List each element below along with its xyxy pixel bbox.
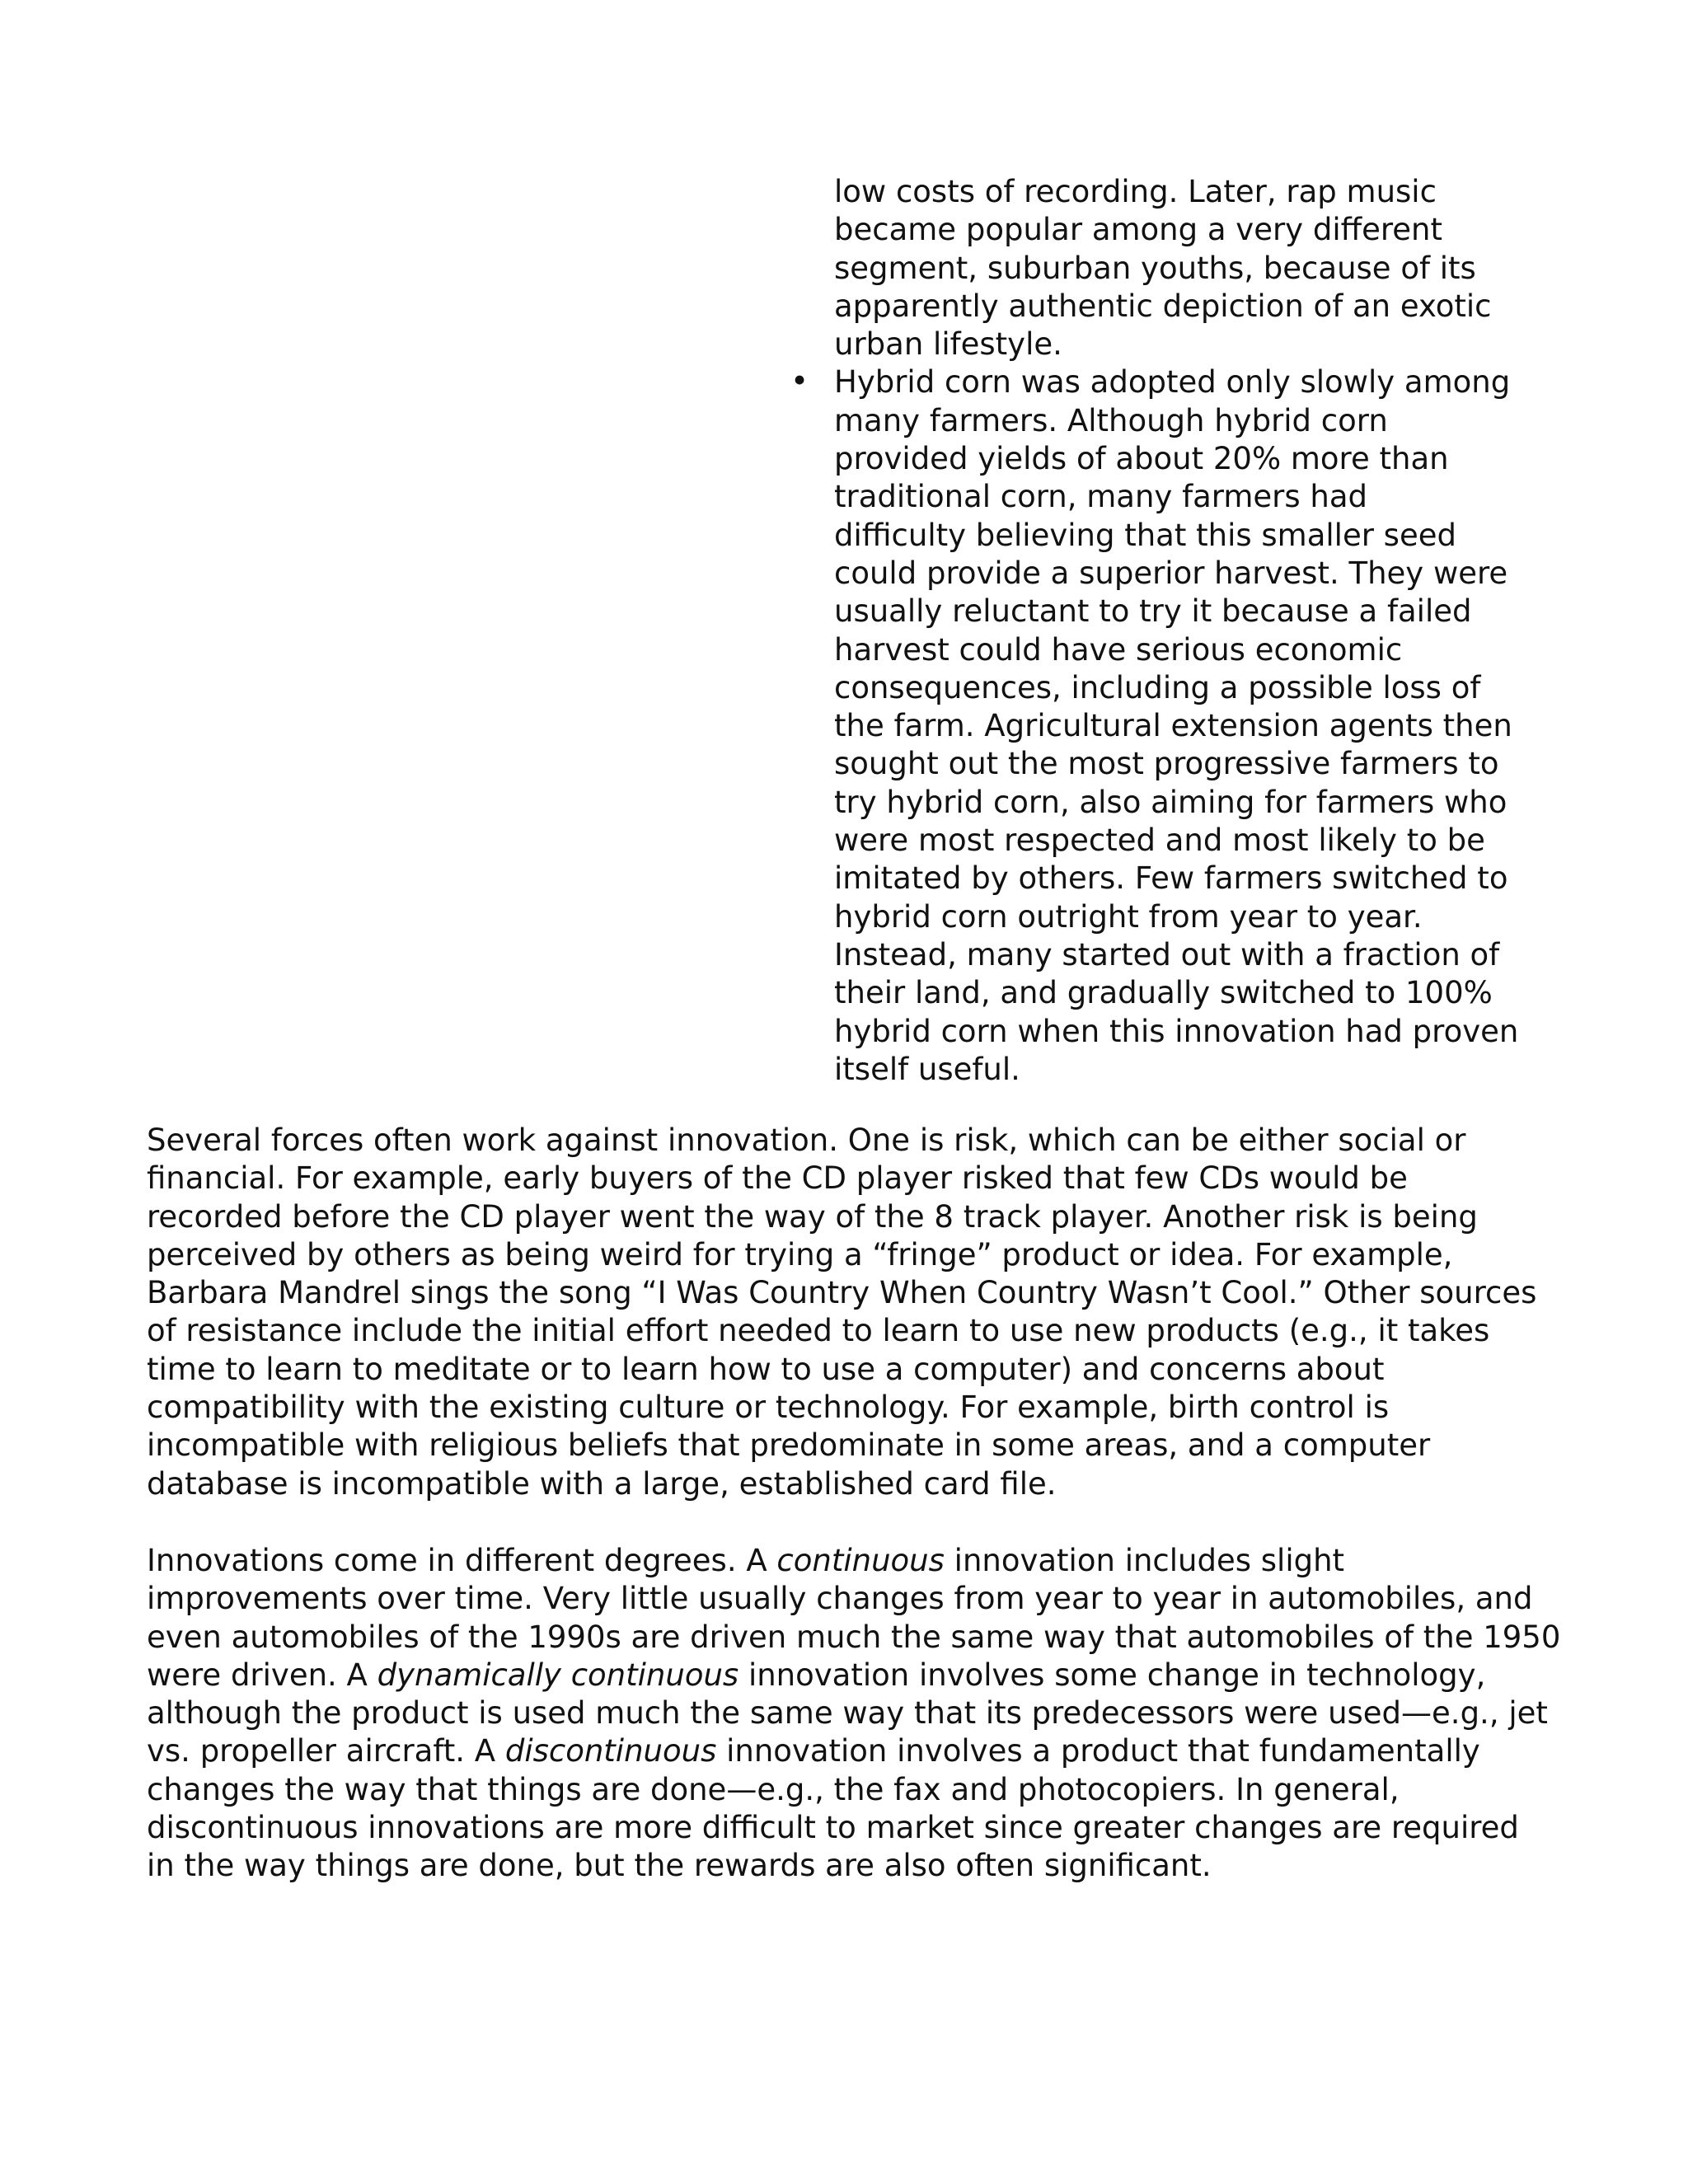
bullet-hybrid-line: try hybrid corn, also aiming for farmers who (834, 784, 1507, 820)
paragraph-line: of resistance include the initial effort needed to learn to use new products (e.g., it takes (147, 1313, 1490, 1349)
bullet-continued-line: segment, suburban youths, because of its (834, 250, 1476, 286)
paragraph-line (147, 1542, 1531, 1580)
paragraph-line (147, 1657, 1531, 1694)
bullet-hybrid-line: usually reluctant to try it because a failed (834, 593, 1472, 630)
paragraph-line: compatibility with the existing culture or technology. For example, birth control is (147, 1390, 1390, 1426)
text-run: were driven. A (147, 1657, 377, 1693)
paragraph-line: financial. For example, early buyers of the CD player risked that few CDs would be (147, 1160, 1408, 1197)
text-run: vs. propeller aircraft. A (147, 1733, 505, 1769)
text-run: innovation involves some change in technology, (738, 1657, 1486, 1693)
bullet-hybrid-line: hybrid corn when this innovation had proven (834, 1013, 1519, 1049)
bullet-hybrid-line: provided yields of about 20% more than (834, 441, 1449, 477)
bullet-hybrid-line: harvest could have serious economic (834, 631, 1403, 668)
emphasis-term: continuous (776, 1543, 945, 1578)
text-run: innovation involves a product that fundamentally (716, 1733, 1480, 1769)
paragraph-line: improvements over time. Very little usually changes from year to year in automobiles, and (147, 1581, 1533, 1617)
bullet-hybrid-line: hybrid corn outright from year to year. (834, 898, 1423, 935)
paragraph-line: database is incompatible with a large, established card file. (147, 1465, 1057, 1502)
emphasis-term: discontinuous (504, 1733, 717, 1769)
bullet-hybrid-line: sought out the most progressive farmers to (834, 746, 1499, 782)
bullet-hybrid-line: Hybrid corn was adopted only slowly among (834, 364, 1511, 401)
paragraph-line: Barbara Mandrel sings the song “I Was Country When Country Wasn’t Cool.” Other sources (147, 1275, 1537, 1311)
bullet-hybrid-line: were most respected and most likely to be (834, 823, 1485, 859)
paragraph-line (147, 1732, 1531, 1770)
bullet-hybrid-line: Instead, many started out with a fraction of (834, 936, 1500, 972)
paragraph-line: although the product is used much the same way that its predecessors were used—e.g., jet (147, 1695, 1548, 1732)
bullet-continued-line: urban lifestyle. (834, 326, 1062, 363)
bullet-continued-line: became popular among a very different (834, 212, 1442, 248)
bullet-hybrid-line: itself useful. (834, 1051, 1020, 1087)
emphasis-term: dynamically continuous (377, 1657, 739, 1693)
bullet-hybrid-line: consequences, including a possible loss of (834, 669, 1481, 705)
bullet-hybrid-line: many farmers. Although hybrid corn (834, 402, 1388, 438)
text-run: innovation includes slight (944, 1543, 1345, 1578)
paragraph-line: discontinuous innovations are more difficult to market since greater changes are required (147, 1810, 1519, 1846)
paragraph-line: Several forces often work against innovation. One is risk, which can be either social or (147, 1122, 1466, 1158)
bullet-hybrid-line: imitated by others. Few farmers switched to (834, 860, 1508, 897)
bullet-marker: • (790, 363, 809, 399)
bullet-list (834, 173, 1519, 1089)
bullet-continued-line: apparently authentic depiction of an exotic (834, 288, 1492, 324)
bullet-continued-line: low costs of recording. Later, rap music (834, 174, 1437, 209)
paragraph-line: even automobiles of the 1990s are driven much the same way that automobiles of the 1950 (147, 1619, 1561, 1655)
paragraph-line: time to learn to meditate or to learn how to use a computer) and concerns about (147, 1351, 1385, 1387)
paragraph-line: perceived by others as being weird for trying a “fringe” product or idea. For example, (147, 1236, 1453, 1272)
bullet-hybrid-line: their land, and gradually switched to 100% (834, 975, 1493, 1011)
paragraph-resistance (147, 1122, 1537, 1503)
text-run: Innovations come in different degrees. A (147, 1543, 777, 1578)
paragraph-degrees (147, 1542, 1561, 1886)
paragraph-line: incompatible with religious beliefs that predominate in some areas, and a computer (147, 1427, 1431, 1464)
bullet-hybrid-line: traditional corn, many farmers had (834, 479, 1368, 515)
paragraph-line: in the way things are done, but the rewards are also often significant. (147, 1848, 1212, 1884)
bullet-hybrid-line: the farm. Agricultural extension agents then (834, 708, 1512, 744)
paragraph-line: recorded before the CD player went the way of the 8 track player. Another risk is being (147, 1198, 1478, 1235)
bullet-hybrid-line: could provide a superior harvest. They were (834, 555, 1508, 591)
bullet-hybrid-line: difficulty believing that this smaller seed (834, 517, 1456, 553)
paragraph-line: changes the way that things are done—e.g., the fax and photocopiers. In general, (147, 1771, 1400, 1807)
